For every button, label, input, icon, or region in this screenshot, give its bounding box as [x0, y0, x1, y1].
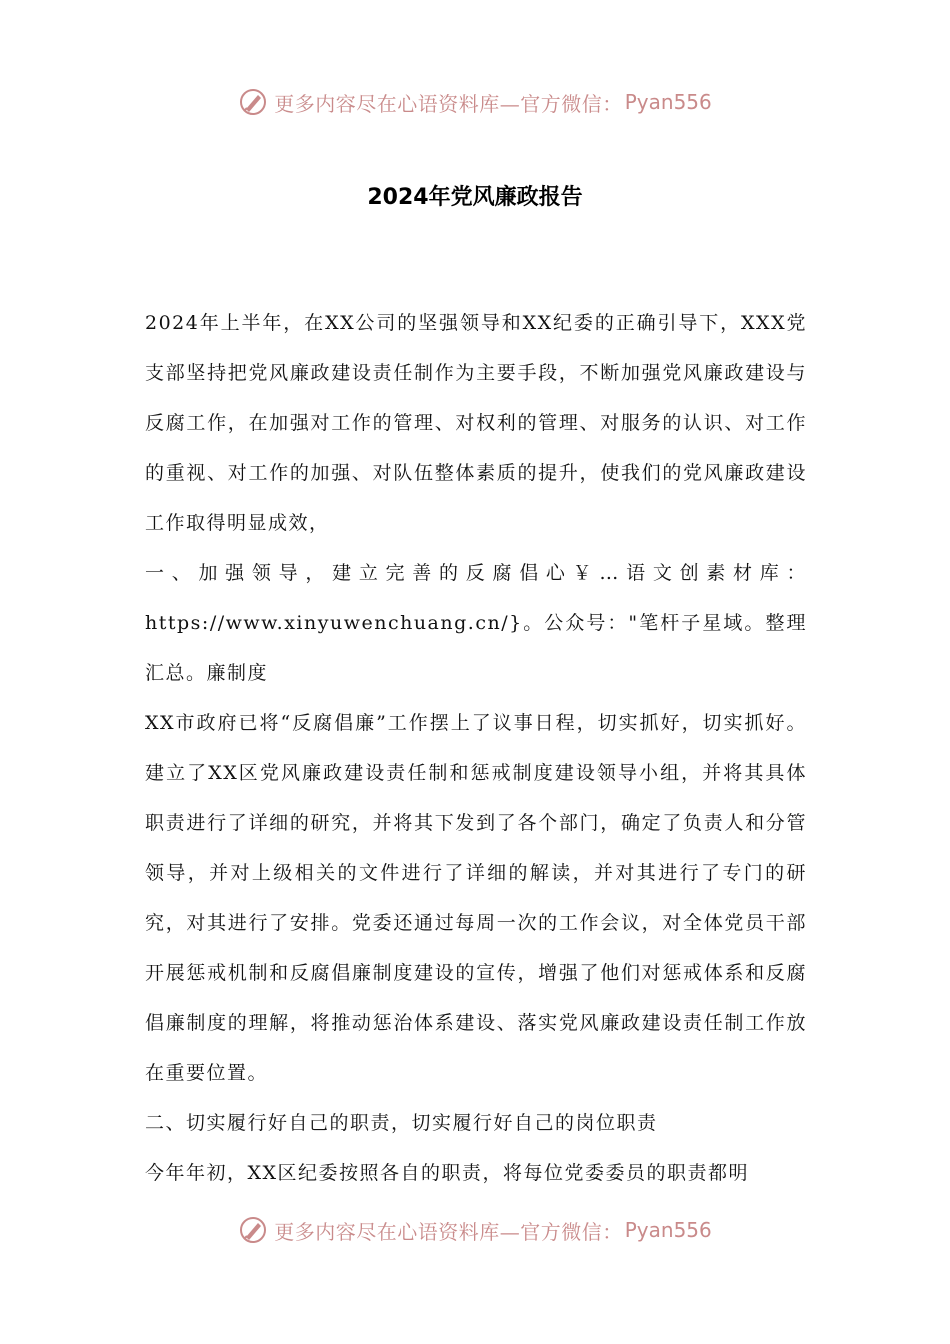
watermark-text: 更多内容尽在心语资料库—官方微信： [274, 91, 623, 116]
watermark-header [0, 82, 950, 122]
watermark-footer [0, 1210, 950, 1250]
document-title: 2024年党风廉政报告 [367, 185, 583, 210]
paragraph-intro: 2024年上半年，在XX公司的坚强领导和XX纪委的正确引导下，XXX党支部坚持把党风廉政建设责任制作为主要手段，不断加强党风廉政建设与反腐工作，在加强对工作的管理、对权利的管理、对服务的认识、对工作的重视、对工作的加强、对队伍整体素质的提升，使我们的党风廉政建设工作取得明显成效， [145, 312, 807, 534]
watermark-wechat-id: Pyan556 [624, 90, 712, 114]
pen-logo-icon [238, 1215, 268, 1245]
paragraph-section-1: XX市政府已将“反腐倡廉”工作摆上了议事日程，切实抓好，切实抓好。建立了XX区党风廉政建设责任制和惩戒制度建设领导小组，并将其具体职责进行了详细的研究，并将其下发到了各个部门，确定了负责人和分管领导，并对上级相关的文件进行了详细的解读，并对其进行了专门的研究，对其进行了安排。党委还通过每周一次的工作会议，对全体党员干部开展惩戒机制和反腐倡廉制度建设的宣传，增强了他们对惩戒体系和反腐倡廉制度的理解，将推动惩治体系建设、落实党风廉政建设责任制工作放在重要位置。 [145, 712, 807, 1084]
paragraph-heading-1: 一、加强领导，建立完善的反腐倡心￥…语文创素材库：https://www.xinyuwenchuang.cn/}。公众号："笔杆子星域。整理汇总。廉制度 [145, 562, 807, 684]
paragraph-heading-2: 二、切实履行好自己的职责，切实履行好自己的岗位职责 [145, 1112, 658, 1134]
watermark-wechat-id: Pyan556 [624, 1218, 712, 1242]
paragraph-section-2: 今年年初，XX区纪委按照各自的职责，将每位党委委员的职责都明 [145, 1162, 750, 1184]
watermark-text: 更多内容尽在心语资料库—官方微信： [274, 1219, 623, 1244]
document-body [145, 298, 807, 1198]
pen-logo-icon [238, 87, 268, 117]
